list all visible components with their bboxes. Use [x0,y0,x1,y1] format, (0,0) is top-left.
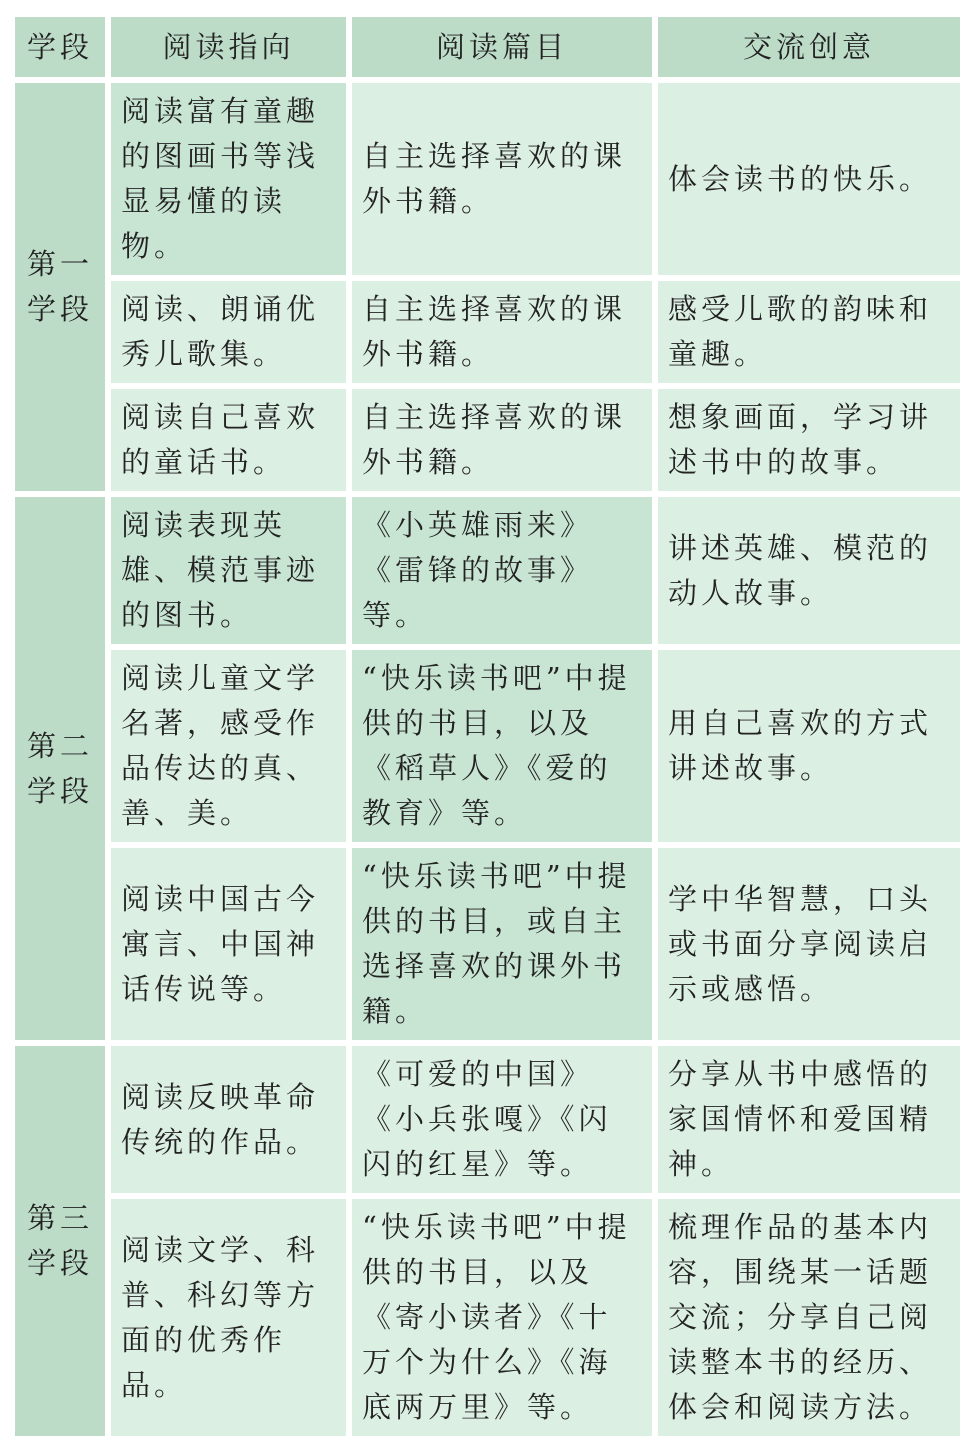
titles-cell: 自主选择喜欢的课外书籍。 [352,83,652,275]
table-row [15,1046,960,1193]
ideas-cell: 梳理作品的基本内容，围绕某一话题交流；分享自己阅读整本书的经历、体会和阅读方法。 [658,1199,960,1436]
header-stage: 学段 [15,17,105,77]
direction-cell: 阅读自己喜欢的童话书。 [111,389,346,491]
titles-cell: “快乐读书吧”中提供的书目，以及《寄小读者》《十万个为什么》《海底两万里》等。 [352,1199,652,1436]
direction-cell: 阅读文学、科普、科幻等方面的优秀作品。 [111,1199,346,1436]
table-row [15,83,960,275]
direction-cell: 阅读儿童文学名著，感受作品传达的真、善、美。 [111,650,346,842]
titles-cell: 《可爱的中国》《小兵张嘎》《闪闪的红星》等。 [352,1046,652,1193]
stage-cell: 第三学段 [15,1046,105,1436]
table-row [15,497,960,644]
table-row [15,848,960,1040]
table-row [15,650,960,842]
titles-cell: “快乐读书吧”中提供的书目，以及《稻草人》《爱的教育》等。 [352,650,652,842]
ideas-cell: 用自己喜欢的方式讲述故事。 [658,650,960,842]
titles-cell: 自主选择喜欢的课外书籍。 [352,281,652,383]
header-titles: 阅读篇目 [352,17,652,77]
ideas-cell: 想象画面，学习讲述书中的故事。 [658,389,960,491]
ideas-cell: 体会读书的快乐。 [658,83,960,275]
table-row [15,389,960,491]
stage-cell: 第一学段 [15,83,105,491]
header-ideas: 交流创意 [658,17,960,77]
table-row [15,1199,960,1436]
table-row [15,281,960,383]
titles-cell: “快乐读书吧”中提供的书目，或自主选择喜欢的课外书籍。 [352,848,652,1040]
titles-cell: 《小英雄雨来》《雷锋的故事》等。 [352,497,652,644]
titles-cell: 自主选择喜欢的课外书籍。 [352,389,652,491]
direction-cell: 阅读反映革命传统的作品。 [111,1046,346,1193]
reading-guide-table [9,11,966,1442]
ideas-cell: 感受儿歌的韵味和童趣。 [658,281,960,383]
ideas-cell: 分享从书中感悟的家国情怀和爱国精神。 [658,1046,960,1193]
direction-cell: 阅读中国古今寓言、中国神话传说等。 [111,848,346,1040]
direction-cell: 阅读表现英雄、模范事迹的图书。 [111,497,346,644]
stage-cell: 第二学段 [15,497,105,1040]
ideas-cell: 讲述英雄、模范的动人故事。 [658,497,960,644]
header-row [15,17,960,77]
direction-cell: 阅读富有童趣的图画书等浅显易懂的读物。 [111,83,346,275]
direction-cell: 阅读、朗诵优秀儿歌集。 [111,281,346,383]
ideas-cell: 学中华智慧，口头或书面分享阅读启示或感悟。 [658,848,960,1040]
header-direction: 阅读指向 [111,17,346,77]
